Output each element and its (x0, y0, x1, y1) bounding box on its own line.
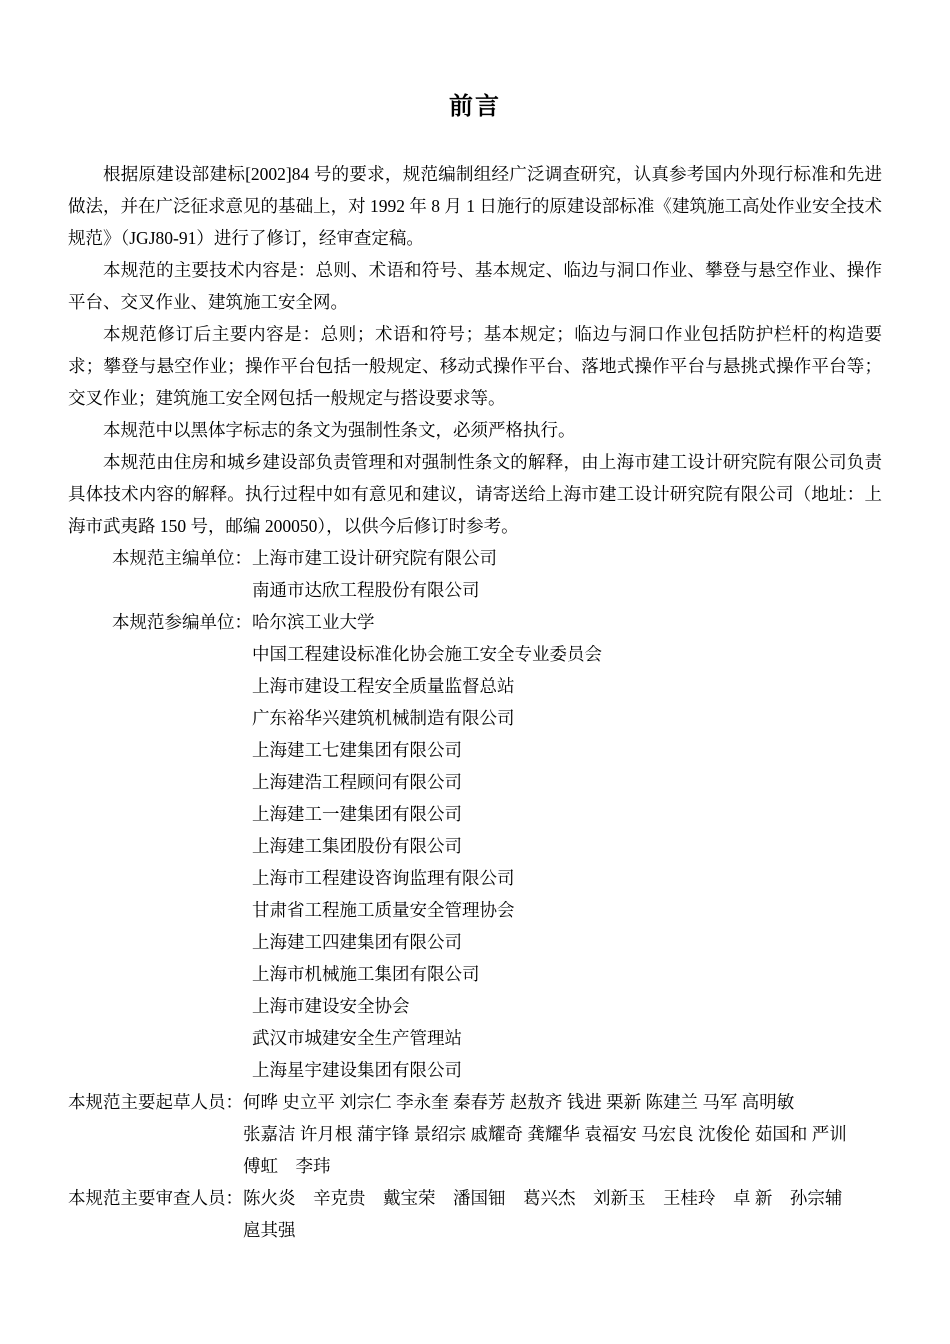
unit-name: 上海星宇建设集团有限公司 (252, 1060, 462, 1080)
unit-name: 上海市机械施工集团有限公司 (252, 964, 480, 984)
drafters-line: 张嘉洁 许月根 蒲宇锋 景绍宗 戚耀奇 龚耀华 袁福安 马宏良 沈俊伦 茹国和 严训 (243, 1124, 847, 1144)
reviewers-label: 本规范主要审查人员： (68, 1188, 243, 1208)
drafters-label: 本规范主要起草人员： (68, 1092, 243, 1112)
document-body (68, 158, 882, 1246)
unit-name: 上海市建设工程安全质量监督总站 (252, 676, 515, 696)
unit-name: 上海建工四建集团有限公司 (252, 932, 462, 952)
chief-editor-block (68, 542, 882, 606)
chief-editor-label: 本规范主编单位： (112, 548, 252, 568)
reviewers-names (243, 1182, 882, 1246)
unit-name: 上海市工程建设咨询监理有限公司 (252, 868, 515, 888)
unit-name: 上海建工一建集团有限公司 (252, 804, 462, 824)
drafters-block (68, 1086, 882, 1182)
unit-name: 武汉市城建安全生产管理站 (252, 1028, 462, 1048)
reviewers-line: 陈火炎 辛克贵 戴宝荣 潘国钿 葛兴杰 刘新玉 王桂玲 卓 新 孙宗辅 (243, 1188, 843, 1208)
unit-name: 上海建工集团股份有限公司 (252, 836, 462, 856)
unit-name: 上海市建设安全协会 (252, 996, 410, 1016)
chief-editor-units (252, 542, 882, 606)
unit-name: 南通市达欣工程股份有限公司 (252, 580, 480, 600)
paragraph: 本规范中以黑体字标志的条文为强制性条文，必须严格执行。 (103, 420, 576, 440)
participating-units-label: 本规范参编单位： (112, 612, 252, 632)
participating-units-block (68, 606, 882, 1086)
unit-name: 哈尔滨工业大学 (252, 612, 375, 632)
unit-name: 中国工程建设标准化协会施工安全专业委员会 (252, 644, 602, 664)
drafters-line: 傅虹 李玮 (243, 1156, 331, 1176)
reviewers-block (68, 1182, 882, 1246)
unit-name: 上海建工七建集团有限公司 (252, 740, 462, 760)
unit-name: 上海建浩工程顾问有限公司 (252, 772, 462, 792)
paragraph: 本规范由住房和城乡建设部负责管理和对强制性条文的解释，由上海市建工设计研究院有限公司负责具体技术内容的解释。执行过程中如有意见和建议，请寄送给上海市建工设计研究院有限公司（地址：上海市武夷路 150 号，邮编 200050），以供今后修订时参考。 (68, 452, 882, 536)
drafters-line: 何晔 史立平 刘宗仁 李永奎 秦春芳 赵敖齐 钱进 栗新 陈建兰 马军 高明敏 (243, 1092, 795, 1112)
paragraph: 根据原建设部建标[2002]84 号的要求，规范编制组经广泛调查研究，认真参考国内外现行标准和先进做法，并在广泛征求意见的基础上，对 1992 年 8 月 1 日施行的原建设部标准《建筑施工高处作业安全技术规范》（JGJ80-91）进行了修订，经审查定稿。 (68, 164, 882, 248)
reviewers-line: 扈其强 (243, 1220, 296, 1240)
unit-name: 上海市建工设计研究院有限公司 (252, 548, 497, 568)
paragraph: 本规范的主要技术内容是：总则、术语和符号、基本规定、临边与洞口作业、攀登与悬空作业、操作平台、交叉作业、建筑施工安全网。 (68, 260, 882, 312)
drafters-names (243, 1086, 882, 1182)
page-title: 前言 (449, 94, 501, 120)
paragraph: 本规范修订后主要内容是：总则；术语和符号；基本规定；临边与洞口作业包括防护栏杆的构造要求；攀登与悬空作业；操作平台包括一般规定、移动式操作平台、落地式操作平台与悬挑式操作平台等；交叉作业；建筑施工安全网包括一般规定与搭设要求等。 (68, 324, 882, 408)
unit-name: 广东裕华兴建筑机械制造有限公司 (252, 708, 515, 728)
unit-name: 甘肃省工程施工质量安全管理协会 (252, 900, 515, 920)
participating-units (252, 606, 882, 1086)
